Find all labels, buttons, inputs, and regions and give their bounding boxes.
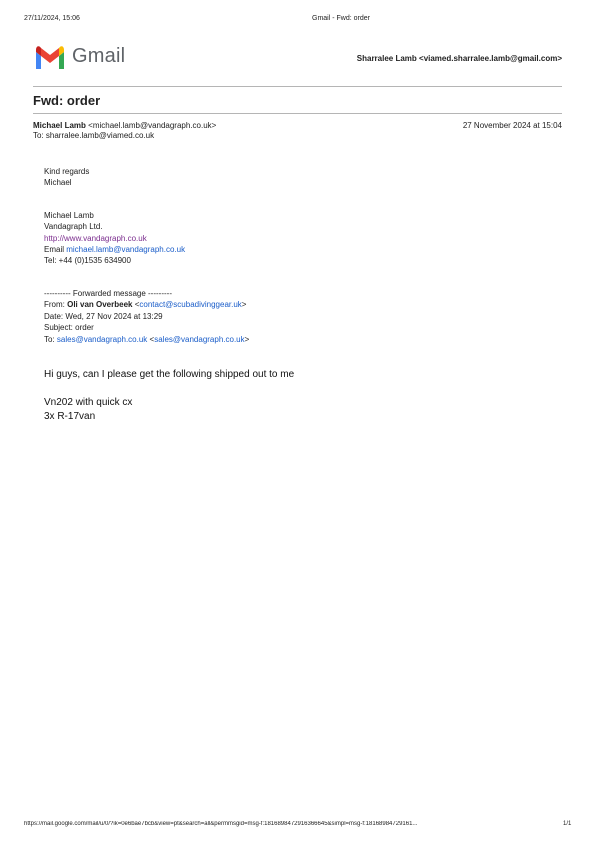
forwarded-from-label: From: (44, 300, 68, 309)
forwarded-to-gt: > (244, 335, 250, 344)
signature-tel: Tel: +44 (0)1535 634900 (44, 256, 131, 265)
forwarded-to-label: To: (44, 335, 57, 344)
forwarded-to-lt: < (147, 335, 155, 344)
forwarded-from-gt: > (241, 300, 247, 309)
email-date: 27 November 2024 at 15:04 (462, 121, 562, 130)
message-line-3: 3x R-17van (44, 411, 96, 422)
forwarded-divider: ---------- Forwarded message --------- (44, 289, 172, 298)
signature-email-line (44, 244, 185, 255)
signature-email-link[interactable]: michael.lamb@vandagraph.co.uk (66, 245, 186, 254)
subject-divider (33, 113, 562, 114)
forwarded-date: Date: Wed, 27 Nov 2024 at 13:29 (44, 312, 163, 321)
forwarded-subject: Subject: order (44, 323, 94, 332)
gmail-logo[interactable] (34, 44, 134, 70)
recipient-line: To: sharralee.lamb@viamed.co.uk (33, 131, 155, 140)
forwarded-from-email-link[interactable]: contact@scubadivinggear.uk (139, 300, 242, 309)
forwarded-from-line (44, 299, 246, 310)
message-line-2: Vn202 with quick cx (44, 397, 133, 408)
signature-company: Vandagraph Ltd. (44, 222, 103, 231)
forwarded-from-lt: < (132, 300, 140, 309)
message-line-1: Hi guys, can I please get the following shipped out to me (44, 369, 295, 380)
gmail-m-icon (34, 45, 66, 69)
email-subject: Fwd: order (33, 93, 101, 108)
forwarded-from-name: Oli van Overbeek (67, 300, 133, 309)
forwarded-to-line (44, 334, 249, 345)
account-label: Sharralee Lamb <viamed.sharralee.lamb@gmail.com> (356, 54, 562, 63)
forwarded-to-email-link-2[interactable]: sales@vandagraph.co.uk (154, 335, 245, 344)
signature-email-label: Email (44, 245, 67, 254)
print-datetime: 27/11/2024, 15:06 (24, 15, 80, 22)
print-page-number: 1/1 (563, 821, 572, 827)
forwarded-to-email-link[interactable]: sales@vandagraph.co.uk (56, 335, 148, 344)
signature-name: Michael Lamb (44, 211, 94, 220)
sender-name: Michael Lamb (33, 121, 86, 130)
greeting-line-1: Kind regards (44, 167, 90, 176)
sender-line (33, 121, 216, 130)
gmail-wordmark: Gmail (72, 45, 126, 67)
greeting-line-2: Michael (44, 178, 72, 187)
signature-website-link[interactable]: http://www.vandagraph.co.uk (44, 234, 147, 243)
header-divider (33, 86, 562, 87)
print-url: https://mail.google.com/mail/u/0/?ik=0e6bae7bcb&view=pt&search=all&permmsgid=msg-f:1816898472916366645&simpl=msg-f:18168984729161... (24, 821, 418, 827)
sender-email: <michael.lamb@vandagraph.co.uk> (88, 121, 217, 130)
print-title: Gmail - Fwd: order (312, 15, 370, 22)
